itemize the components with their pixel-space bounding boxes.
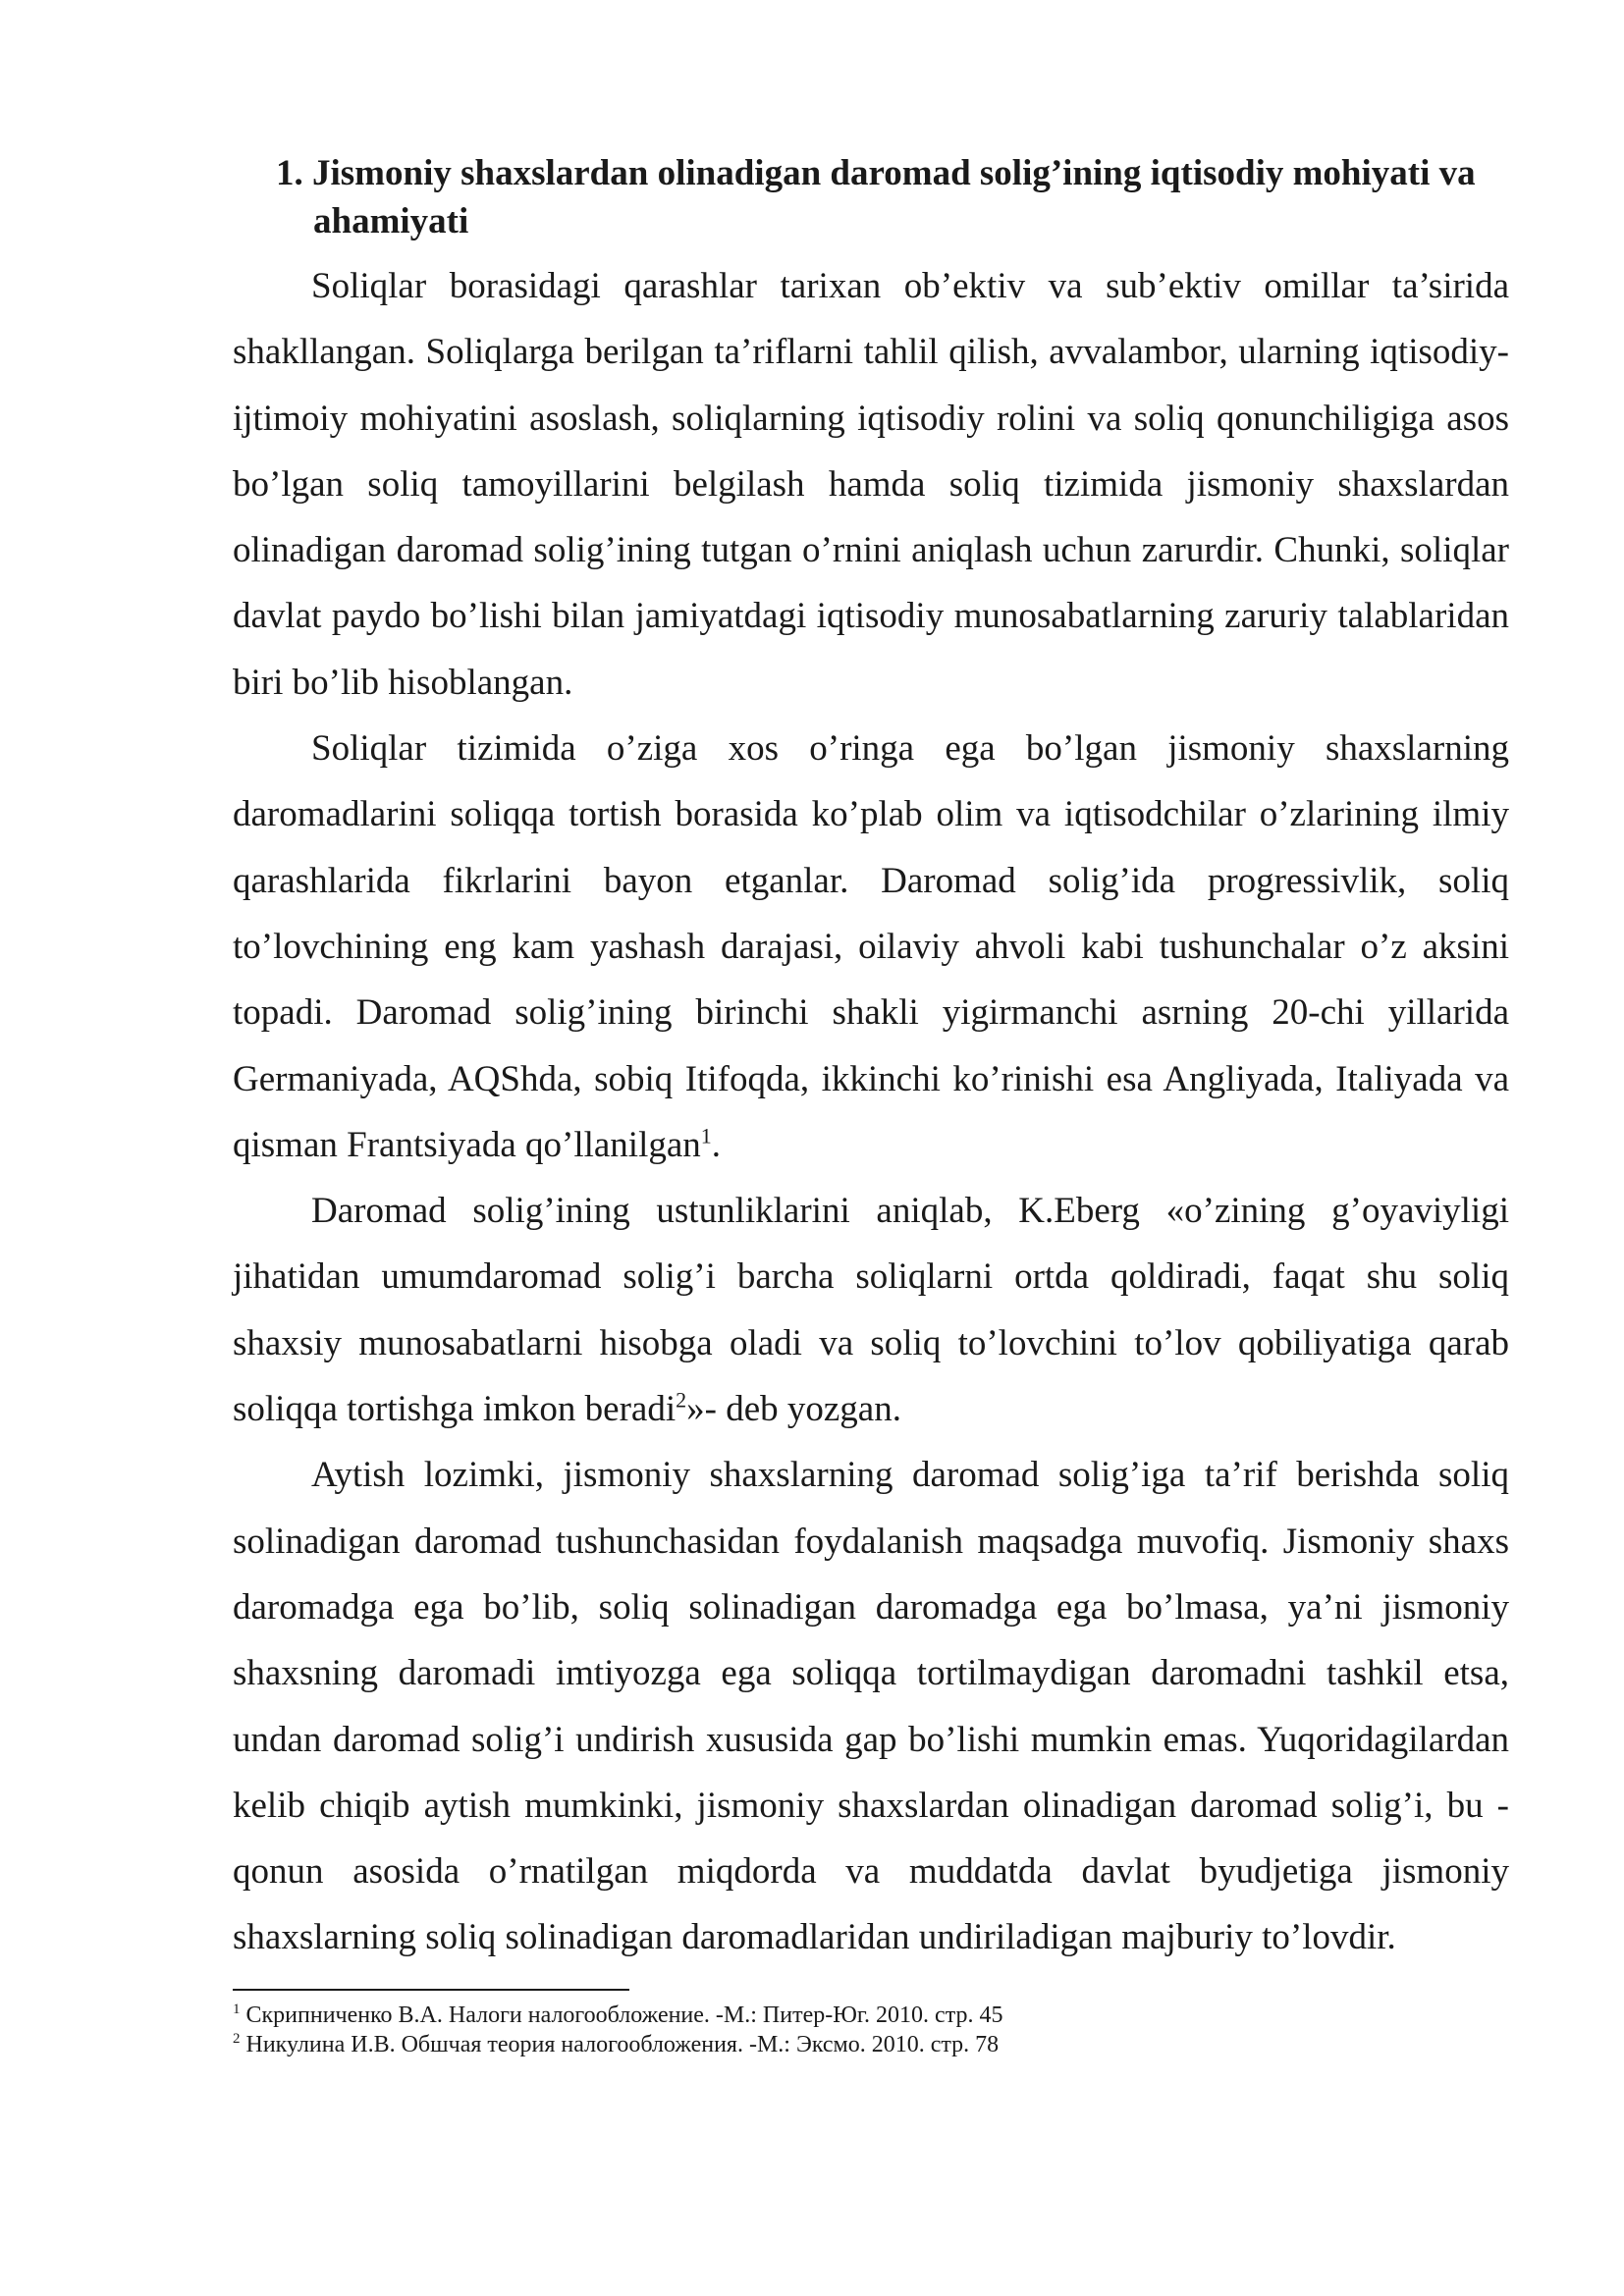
- footnote-ref-2[interactable]: 2: [676, 1387, 687, 1413]
- footnote-separator: [233, 1989, 629, 1991]
- paragraph-1-text: Soliqlar borasidagi qarashlar tarixan ob’ektiv va sub’ektiv omillar ta’sirida shakllangan. Soliqlarga berilgan ta’riflarni tahlil qilish, avvalambor, ularning iqtisodiy-ijtimoiy mohiyatini asoslash, soliqlarning iqtisodiy rolini va soliq qonunchiligiga asos bo’lgan soliq tamoyillarini belgilash hamda soliq tizimida jismoniy shaxslardan olinadigan daromad solig’ining tutgan o’rnini aniqlash uchun zarurdir. Chunki, soliqlar davlat paydo bo’lishi bilan jamiyatdagi iqtisodiy munosabatlarning zaruriy talablaridan biri bo’lib hisoblangan.: [233, 266, 1509, 703]
- footnote-mark-1: 1: [233, 2001, 241, 2017]
- footnote-1-text: Скрипниченко В.А. Налоги налогообложение. -М.: Питер-Юг. 2010. стр. 45: [240, 2002, 1003, 2028]
- paragraph-4-text: Aytish lozimki, jismoniy shaxslarning daromad solig’iga ta’rif berishda soliq solinadigan daromad tushunchasidan foydalanish maqsadga muvofiq. Jismoniy shaxs daromadga ega bo’lib, soliq solinadigan daromadga ega bo’lmasa, ya’ni jismoniy shaxsning daromadi imtiyozga ega soliqqa tortilmaydigan daromadni tashkil etsa, undan daromad solig’i undirish xususida gap bo’lishi mumkin emas. Yuqoridagilardan kelib chiqib aytish mumkinki, jismoniy shaxslardan olinadigan daromad solig’i, bu - qonun asosida o’rnatilgan miqdorda va muddatda davlat byudjetiga jismoniy shaxslarning soliq solinadigan daromadlaridan undiriladigan majburiy to’lovdir.: [233, 1455, 1509, 1958]
- paragraph-1: [233, 253, 1509, 716]
- footnote-mark-2: 2: [233, 2030, 241, 2047]
- paragraph-2-end: .: [711, 1124, 722, 1165]
- paragraph-3-text: Daromad solig’ining ustunliklarini aniqlab, K.Eberg «o’zining g’oyaviyligi jihatidan umumdaromad solig’i barcha soliqlarni ortda qoldiradi, faqat shu soliq shaxsiy munosabatlarni hisobga oladi va soliq to’lovchini to’lov qobiliyatiga qarab soliqqa tortishga imkon beradi: [233, 1191, 1509, 1430]
- footnote-2: [233, 2030, 1509, 2059]
- paragraph-3-end: »- deb yozgan.: [686, 1389, 901, 1430]
- document-page: [233, 149, 1509, 2059]
- footnote-ref-1[interactable]: 1: [700, 1123, 712, 1148]
- heading-text: Jismoniy shaxslardan olinadigan daromad solig’ining iqtisodiy mohiyati va ahamiyati: [312, 153, 1476, 241]
- section-heading: [276, 149, 1509, 245]
- paragraph-2: [233, 716, 1509, 1178]
- paragraph-2-text: Soliqlar tizimida o’ziga xos o’ringa ega bo’lgan jismoniy shaxslarning daromadlarini soliqqa tortish borasida ko’plab olim va iqtisodchilar o’zlarining ilmiy qarashlarida fikrlarini bayon etganlar. Daromad solig’ida progressivlik, soliq to’lovchining eng kam yashash darajasi, oilaviy ahvoli kabi tushunchalar o’z aksini topadi. Daromad solig’ining birinchi shakli yigirmanchi asrning 20-chi yillarida Germaniyada, AQShda, sobiq Itifoqda, ikkinchi ko’rinishi esa Angliyada, Italiyada va qisman Frantsiyada qo’llanilgan: [233, 728, 1509, 1165]
- footnote-2-text: Никулина И.В. Обшчая теория налогообложения. -М.: Эксмо. 2010. стр. 78: [240, 2031, 1000, 2057]
- footnote-1: [233, 2001, 1509, 2030]
- paragraph-4: [233, 1442, 1509, 1970]
- paragraph-3: [233, 1178, 1509, 1442]
- heading-number: 1.: [276, 153, 303, 193]
